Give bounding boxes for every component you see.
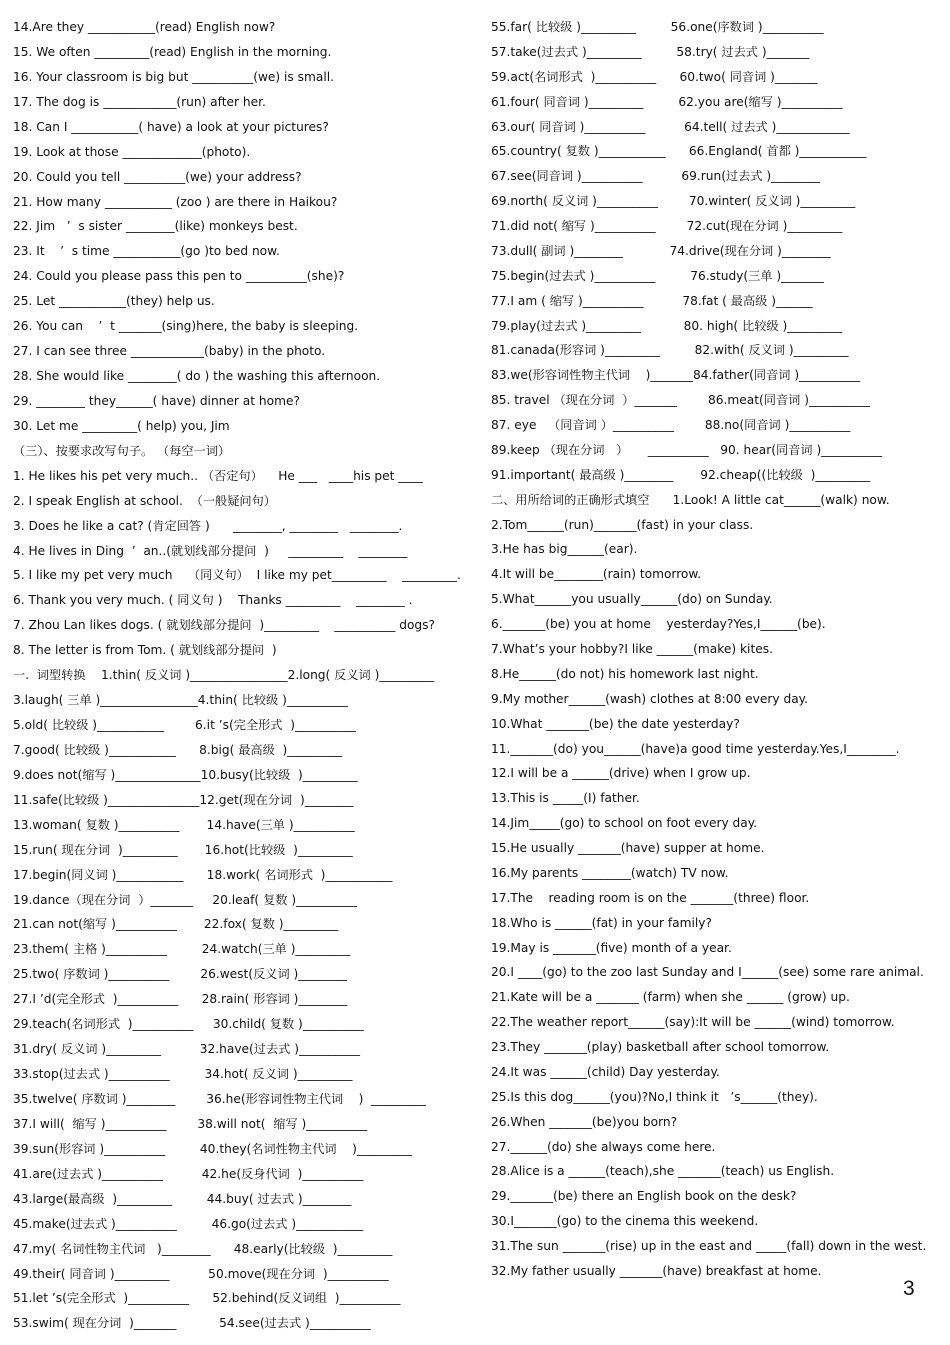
left-exercise-line: 37.I will( 缩写 )__________ 38.will not( 缩写 )__________ xyxy=(13,1116,368,1131)
left-exercise-line: 41.are(过去式 )__________ 42.he(反身代词 )__________ xyxy=(13,1166,364,1181)
left-exercise-line: 23.them( 主格 )__________ 24.watch(三单 )_________ xyxy=(13,942,351,957)
right-exercise-line: 13.This is _____(I) father. xyxy=(491,791,640,806)
right-exercise-line: 73.dull( 副词 )________ 74.drive(现在分词 )________ xyxy=(491,243,831,258)
left-exercise-line: 3. Does he like a cat? (肯定回答 ) ________, ________ ________. xyxy=(13,518,403,533)
left-exercise-line: 45.make(过去式 )__________ 46.go(过去式 )___________ xyxy=(13,1216,364,1231)
left-exercise-line: 20. Could you tell __________(we) your address? xyxy=(13,169,302,184)
left-exercise-line: 30. Let me _________( help) you, Jim xyxy=(13,418,230,433)
right-exercise-line: 23.They _______(play) basketball after school tomorrow. xyxy=(491,1040,830,1055)
left-exercise-line: 8. The letter is from Tom. ( 就划线部分提问 ) xyxy=(13,643,277,658)
right-exercise-line: 8.He______(do not) his homework last night. xyxy=(491,666,759,681)
right-exercise-line: 31.The sun _______(rise) up in the east and _____(fall) down in the west. xyxy=(491,1239,927,1254)
left-exercise-line: 27. I can see three ____________(baby) in the photo. xyxy=(13,344,326,359)
right-exercise-line: 20.I ____(go) to the zoo last Sunday and I______(see) some rare animal. xyxy=(491,965,924,980)
left-exercise-line: 26. You can ’ t _______(sing)here, the baby is sleeping. xyxy=(13,319,359,334)
right-exercise-line: 61.four( 同音词 )_________ 62.you are(缩写 )__________ xyxy=(491,94,843,109)
left-exercise-line: 2. I speak English at school. （一般疑问句） xyxy=(13,493,276,508)
left-exercise-line: 51.let ’s(完全形式 )__________ 52.behind(反义词组 )__________ xyxy=(13,1291,401,1306)
left-exercise-line: 4. He lives in Ding ’ an..(就划线部分提问 ) _________ ________ xyxy=(13,543,408,558)
right-exercise-line: 18.Who is ______(fat) in your family? xyxy=(491,915,712,930)
left-exercise-line: 9.does not(缩写 )______________10.busy(比较级 )_________ xyxy=(13,767,358,782)
right-exercise-line: 71.did not( 缩写 )__________ 72.cut(现在分词 )_________ xyxy=(491,219,843,234)
left-exercise-line: 35.twelve( 序数词 )________ 36.he(形容词性物主代词 ) _________ xyxy=(13,1091,426,1106)
left-exercise-line: 28. She would like ________( do ) the washing this afternoon. xyxy=(13,369,381,384)
left-exercise-line: 14.Are they ___________(read) English now? xyxy=(13,20,276,34)
left-exercise-line: （三）、按要求改写句子。 （每空一词） xyxy=(13,443,231,458)
right-exercise-line: 16.My parents ________(watch) TV now. xyxy=(491,865,729,880)
right-exercise-line: 二、用所给词的正确形式填空 1.Look! A little cat______(walk) now. xyxy=(491,492,890,507)
left-exercise-line: 23. It ’ s time ___________(go )to bed now. xyxy=(13,244,280,259)
right-exercise-line: 28.Alice is a ______(teach),she _______(teach) us English. xyxy=(491,1164,835,1179)
left-exercise-line: 16. Your classroom is big but __________(we) is small. xyxy=(13,69,334,84)
left-exercise-line: 1. He likes his pet very much.. （否定句） He ___ ____his pet ____ xyxy=(13,468,423,483)
right-exercise-line: 67.see(同音词 )__________ 69.run(过去式 )________ xyxy=(491,169,820,184)
right-exercise-line: 2.Tom______(run)_______(fast) in your class. xyxy=(491,517,754,532)
right-exercise-line: 27.______(do) she always come here. xyxy=(491,1139,716,1154)
right-exercise-line: 30.I_______(go) to the cinema this weekend. xyxy=(491,1214,759,1229)
right-exercise-line: 69.north( 反义词 )__________ 70.winter( 反义词 )_________ xyxy=(491,194,856,209)
left-exercise-line: 11.safe(比较级 )_______________12.get(现在分词 )________ xyxy=(13,792,354,807)
right-exercise-line: 12.I will be a ______(drive) when I grow up. xyxy=(491,766,751,781)
left-exercise-line: 29. ________ they______( have) dinner at home? xyxy=(13,393,300,408)
left-exercise-line: 39.sun(形容词 )__________ 40.they(名词性物主代词 )_________ xyxy=(13,1141,412,1156)
left-exercise-line: 25. Let ___________(they) help us. xyxy=(13,294,215,309)
right-exercise-line: 21.Kate will be a _______ (farm) when she ______ (grow) up. xyxy=(491,990,850,1005)
left-exercise-line: 19.dance（现在分词 ）_______ 20.leaf( 复数 )__________ xyxy=(13,892,358,907)
left-exercise-line: 43.large(最高级 )_________ 44.buy( 过去式 )________ xyxy=(13,1191,352,1206)
right-exercise-line: 85. travel （现在分词 ）_______ 86.meat(同音词 )__________ xyxy=(491,393,870,408)
right-exercise-line: 22.The weather report______(say):It will be ______(wind) tomorrow. xyxy=(491,1015,895,1030)
left-exercise-line: 21.can not(缩写 )__________ 22.fox( 复数 )_________ xyxy=(13,917,339,932)
left-exercise-line: 6. Thank you very much. ( 同义句 ) Thanks _________ ________ . xyxy=(13,593,413,608)
right-exercise-line: 75.begin(过去式 )__________ 76.study(三单 )_______ xyxy=(491,268,824,283)
left-exercise-line: 21. How many ___________ (zoo ) are there in Haikou? xyxy=(13,194,338,209)
left-exercise-line: 49.their( 同音词 )_________ 50.move(现在分词 )__________ xyxy=(13,1266,389,1281)
right-exercise-line: 6._______(be) you at home yesterday?Yes,I______(be). xyxy=(491,617,826,632)
left-exercise-line: 33.stop(过去式 )__________ 34.hot( 反义词 )_________ xyxy=(13,1067,353,1082)
right-exercise-line: 26.When _______(be)you born? xyxy=(491,1114,678,1129)
right-exercise-line: 29._______(be) there an English book on the desk? xyxy=(491,1189,797,1204)
right-exercise-line: 17.The reading room is on the _______(three) floor. xyxy=(491,890,810,905)
right-exercise-line: 25.Is this dog______(you)?No,I think it ’s______(they). xyxy=(491,1089,818,1104)
right-exercise-line: 57.take(过去式 )_________ 58.try( 过去式 )_______ xyxy=(491,44,810,59)
left-exercise-line: 一. 词型转换 1.thin( 反义词 )________________2.long( 反义词 )_________ xyxy=(13,668,435,683)
left-exercise-line: 27.I ’d(完全形式 )__________ 28.rain( 形容词 )________ xyxy=(13,992,348,1007)
right-exercise-line: 9.My mother______(wash) clothes at 8:00 every day. xyxy=(491,691,809,706)
right-exercise-line: 24.It was ______(child) Day yesterday. xyxy=(491,1064,720,1079)
left-exercise-line: 13.woman( 复数 )__________ 14.have(三单 )__________ xyxy=(13,817,355,832)
left-exercise-line: 53.swim( 现在分词 )_______ 54.see(过去式 )__________ xyxy=(13,1316,371,1331)
right-exercise-line: 4.It will be________(rain) tomorrow. xyxy=(491,567,702,582)
left-exercise-line: 18. Can I ___________( have) a look at your pictures? xyxy=(13,119,329,134)
left-exercise-line: 15. We often _________(read) English in the morning. xyxy=(13,44,332,59)
right-exercise-line: 79.play(过去式 )_________ 80. high( 比较级 )_________ xyxy=(491,318,843,333)
left-exercise-line: 15.run( 现在分词 )_________ 16.hot(比较级 )_________ xyxy=(13,842,353,857)
right-exercise-line: 65.country( 复数 )___________ 66.England( 首都 )___________ xyxy=(491,144,867,159)
right-exercise-line: 63.our( 同音词 )__________ 64.tell( 过去式 )____________ xyxy=(491,119,850,134)
right-exercise-line: 19.May is _______(five) month of a year. xyxy=(491,940,732,955)
right-exercise-line: 10.What _______(be) the date yesterday? xyxy=(491,716,740,731)
left-exercise-line: 22. Jim ’ s sister ________(like) monkeys best. xyxy=(13,219,298,234)
right-exercise-line: 32.My father usually _______(have) breakfast at home. xyxy=(491,1264,822,1278)
right-exercise-line: 11._______(do) you______(have)a good time yesterday.Yes,I________. xyxy=(491,741,900,756)
right-exercise-line: 5.What______you usually______(do) on Sunday. xyxy=(491,592,773,607)
left-exercise-line: 17.begin(同义词 )___________ 18.work( 名词形式 )___________ xyxy=(13,867,393,882)
right-exercise-line: 3.He has big______(ear). xyxy=(491,542,638,557)
right-exercise-line: 14.Jim_____(go) to school on foot every day. xyxy=(491,816,758,831)
left-exercise-line: 29.teach(名词形式 )__________ 30.child( 复数 )__________ xyxy=(13,1017,364,1032)
right-exercise-line: 7.What’s your hobby?I like ______(make) kites. xyxy=(491,642,773,656)
right-exercise-line: 55.far( 比较级 )_________ 56.one(序数词 )__________ xyxy=(491,20,824,34)
left-exercise-line: 5.old( 比较级 )___________ 6.it ’s(完全形式 )__________ xyxy=(13,718,356,733)
left-exercise-line: 17. The dog is ____________(run) after her. xyxy=(13,94,266,109)
left-exercise-line: 31.dry( 反义词 )_________ 32.have(过去式 )__________ xyxy=(13,1042,360,1057)
right-exercise-line: 89.keep （现在分词 ） __________ 90. hear(同音词 )__________ xyxy=(491,442,883,457)
right-exercise-line: 77.I am ( 缩写 )__________ 78.fat ( 最高级 )______ xyxy=(491,293,813,308)
left-exercise-line: 47.my( 名词性物主代词 )________ 48.early(比较级 )_________ xyxy=(13,1241,393,1256)
right-exercise-line: 83.we(形容词性物主代词 )_______84.father(同音词 )__________ xyxy=(491,368,861,383)
page-number: 3 xyxy=(903,1277,915,1300)
left-exercise-line: 24. Could you please pass this pen to __________(she)? xyxy=(13,269,345,284)
left-exercise-line: 7. Zhou Lan likes dogs. ( 就划线部分提问 )_________ __________ dogs? xyxy=(13,618,435,633)
right-exercise-line: 15.He usually _______(have) supper at home. xyxy=(491,841,765,856)
left-exercise-line: 3.laugh( 三单 )________________4.thin( 比较级 )__________ xyxy=(13,693,348,708)
left-exercise-line: 19. Look at those _____________(photo). xyxy=(13,144,251,159)
left-exercise-line: 25.two( 序数词 )__________ 26.west(反义词 )________ xyxy=(13,967,348,982)
right-exercise-line: 81.canada(形容词 )_________ 82.with( 反义词 )_________ xyxy=(491,343,849,358)
right-exercise-line: 59.act(名词形式 )__________ 60.two( 同音词 )_______ xyxy=(491,69,818,84)
left-exercise-line: 5. I like my pet very much （同义句） I like my pet_________ _________. xyxy=(13,568,461,583)
right-exercise-line: 91.important( 最高级 )________ 92.cheap((比较级 )_________ xyxy=(491,467,871,482)
left-exercise-line: 7.good( 比较级 )___________ 8.big( 最高级 )_________ xyxy=(13,742,343,757)
right-exercise-line: 87. eye （同音词 ）__________ 88.no(同音词 )__________ xyxy=(491,418,851,433)
